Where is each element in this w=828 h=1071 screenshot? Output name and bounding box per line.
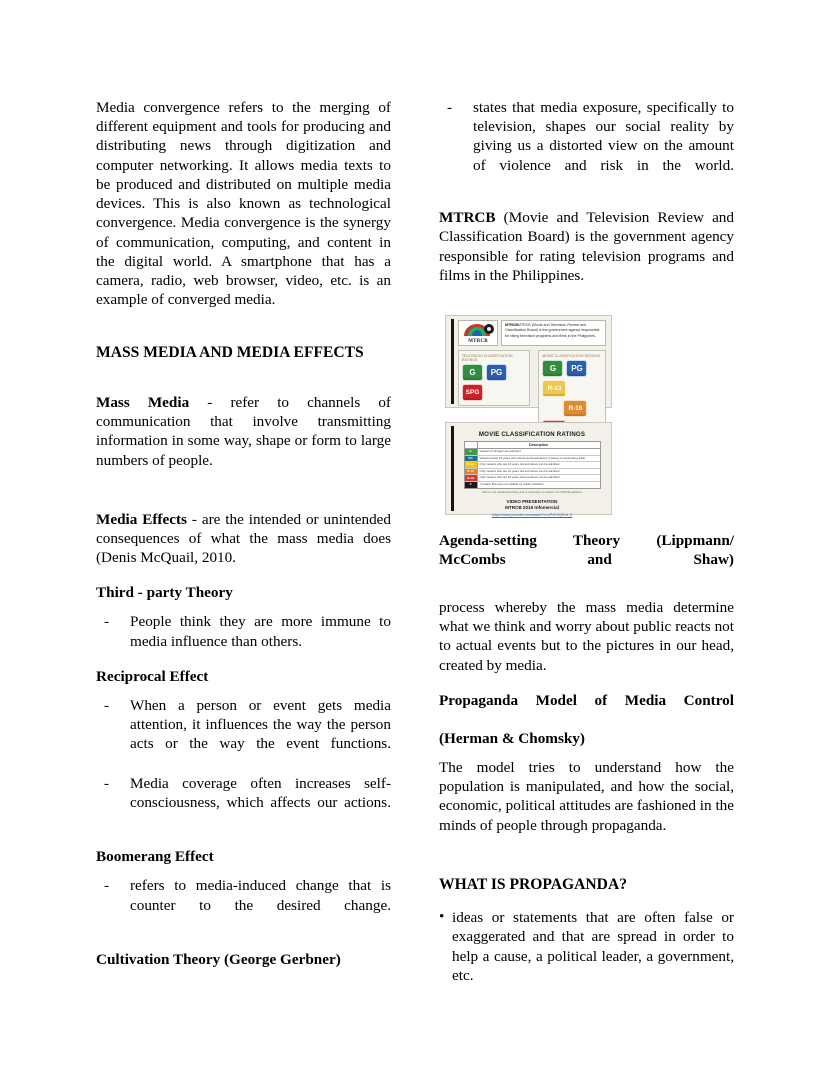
table-footnote: Above is the classification/rating and its explanation as stated in the MTRCB guidelines	[482, 490, 582, 494]
list-item-text: Media coverage often increases self-consciousness, which affects our actions.	[130, 774, 391, 811]
slide-description-box	[501, 320, 606, 346]
rating-code-swatch: R-18	[465, 475, 478, 481]
video-presentation-subtitle: MTRCB 2016 Infomercial	[505, 505, 559, 511]
heading-propaganda-model	[439, 691, 734, 748]
list-item	[439, 98, 734, 194]
media-effects-text: - are the intended or unintended consequences of what the mass media does (Denis McQuail, 2010.	[96, 510, 391, 567]
heading-agenda-setting-text: Agenda-setting Theory (Lippmann/ McCombs and Shaw)	[439, 531, 734, 568]
slide-content	[458, 427, 606, 518]
heading-boomerang-effect: Boomerang Effect	[96, 848, 214, 866]
slide-content	[458, 320, 606, 412]
spacer	[96, 484, 391, 510]
list-item-text: refers to media-induced change that is counter to the desired change.	[130, 877, 391, 914]
list-item-text: states that media exposure, specifically to television, shapes our social reality by giving us a distorted view on the amount of violence and risk in the world.	[473, 99, 734, 174]
heading-what-is-propaganda: WHAT IS PROPAGANDA?	[439, 875, 627, 893]
tv-ratings-caption: TELEVISION CLASSIFICATION RATINGS	[462, 353, 513, 362]
rating-badge-r16: R-16	[563, 400, 587, 417]
video-link[interactable]: https://www.youtube.com/watch?v=xPxFGQEL8_0	[491, 513, 573, 518]
rating-description: Viewers below 13 years old must be accompanied by a parent or supervising adult	[479, 455, 585, 460]
rating-description: “X-rated” films are not suitable for public exhibition	[479, 481, 544, 486]
rating-description: Only viewers who are 16 years old and above can be admitted	[479, 468, 560, 473]
tv-ratings-card	[458, 350, 530, 406]
video-presentation-label: VIDEO PRESENTATION	[506, 498, 558, 504]
media-effects-definition	[96, 510, 391, 568]
media-effects-term: Media Effects	[96, 510, 187, 528]
dash-marker: -	[447, 99, 453, 116]
rating-badge-spg: SPG	[462, 384, 483, 401]
table-row	[465, 475, 600, 482]
rating-badge-pg: PG	[566, 360, 587, 377]
mtrcb-text: (Movie and Television Review and Classification Board) is the government agency responsible for rating television programs and films in the Philippines.	[439, 209, 734, 284]
reciprocal-effect-list	[96, 696, 391, 832]
list-item-text: ideas or statements that are often false or exaggerated and that are spread in order to help a cause, a political leader, a government, etc.	[452, 909, 734, 984]
rating-code-swatch: X	[465, 482, 478, 488]
rating-description: Only viewers who are 18 years old and above can be admitted	[479, 475, 560, 480]
slide-description-body: MTRCB (Movie and Television Review and Classification Board) is the government agency responsible for rating television programs and films in the Philippines.	[505, 322, 600, 338]
rating-code-swatch: R-16	[465, 469, 478, 475]
rating-badge-pg: PG	[486, 364, 507, 381]
dash-marker: -	[104, 696, 110, 714]
table-header-row	[465, 442, 600, 449]
dash-marker: -	[104, 613, 110, 631]
table-row	[465, 469, 600, 476]
slide-left-bar	[451, 319, 454, 404]
heading-third-party-theory: Third - party Theory	[96, 584, 233, 602]
rating-badge-g: G	[542, 360, 563, 377]
table-row	[465, 482, 600, 488]
table-row	[465, 462, 600, 469]
list-item	[439, 908, 734, 985]
mtrcb-acronym: MTRCB	[439, 209, 496, 227]
ratings-table	[464, 441, 601, 489]
two-column-layout	[96, 98, 738, 999]
film-reel-icon	[484, 324, 494, 334]
cultivation-theory-list	[439, 98, 734, 194]
logo-and-description-row	[458, 320, 606, 346]
boomerang-effect-list	[96, 876, 391, 934]
right-column	[439, 98, 734, 999]
rating-code-swatch: R-13	[465, 462, 478, 468]
slide-description-text	[505, 323, 603, 339]
table-row	[465, 449, 600, 456]
dash-marker: -	[104, 774, 110, 792]
propaganda-definition-list	[439, 908, 734, 985]
page-title: MASS MEDIA AND MEDIA EFFECTS	[96, 344, 364, 362]
rating-code-swatch: G	[465, 449, 478, 455]
mtrcb-logo-text: MTRCB	[468, 338, 488, 344]
slide-image-mtrcb-ratings	[445, 315, 612, 412]
bullet-marker: •	[439, 908, 445, 926]
rating-badge-r13: R-13	[542, 380, 566, 397]
slide-image-classification-table	[445, 422, 612, 518]
mass-media-term: Mass Media	[96, 393, 190, 411]
list-item	[96, 696, 391, 773]
tv-badge-row	[462, 364, 526, 401]
mass-media-text: - refer to channels of communication that involve transmitting information in some way, shape or form to large numbers of people.	[96, 393, 391, 469]
table-header-description: Description	[529, 442, 548, 447]
left-column	[96, 98, 391, 979]
table-header-blank	[465, 442, 478, 448]
heading-propaganda-model-line2: (Herman & Chomsky)	[439, 729, 585, 747]
heading-cultivation-theory: Cultivation Theory (George Gerbner)	[96, 951, 341, 969]
intro-paragraph: Media convergence refers to the merging of different equipment and tools for producing and distributing news through digitization and computer networking. It allows media texts to be produced and distributed on multiple media devices. This is also known as technological convergence. Media convergence is the synergy of communication, computing, and content in the digital world. A smartphone that has a camera, radio, web browser, video, etc. is an example of converged media.	[96, 99, 391, 309]
rating-code-swatch: PG	[465, 456, 478, 462]
spacer	[439, 849, 734, 865]
mtrcb-definition	[439, 208, 734, 285]
rating-badge-g: G	[462, 364, 483, 381]
slide-description-lead: MTRCB	[505, 322, 518, 327]
mtrcb-logo-icon	[458, 320, 498, 346]
heading-propaganda-model-line1: Propaganda Model of Media Control	[439, 691, 734, 709]
table-row	[465, 456, 600, 463]
rating-description: Only viewers who are 13 years old and above can be admitted	[479, 462, 560, 467]
dash-marker: -	[104, 877, 110, 895]
heading-agenda-setting-theory	[439, 531, 734, 588]
slide-left-bar	[451, 426, 454, 511]
rating-description: Viewers of all ages are admitted	[479, 448, 521, 453]
slide-title: MOVIE CLASSIFICATION RATINGS	[478, 430, 586, 438]
heading-reciprocal-effect: Reciprocal Effect	[96, 667, 209, 685]
list-item	[96, 774, 391, 832]
spacer	[439, 299, 734, 315]
third-party-theory-list	[96, 612, 391, 650]
propaganda-model-body: The model tries to understand how the population is manipulated, and how the social, economic, political attitudes are fashioned in the minds of people through propaganda.	[439, 758, 734, 834]
agenda-setting-body: process whereby the mass media determine what we think and worry about public reacts not to actual events but to the pictures in our head, created by media.	[439, 598, 734, 674]
movie-ratings-caption: MOVIE CLASSIFICATION RATINGS	[542, 353, 601, 358]
list-item	[96, 876, 391, 934]
mass-media-definition	[96, 393, 391, 470]
list-item-text: When a person or event gets media attention, it influences the way the person acts or the way the event functions.	[130, 696, 391, 753]
list-item-text: People think they are more immune to media influence than others.	[130, 613, 391, 650]
list-item	[96, 612, 391, 650]
